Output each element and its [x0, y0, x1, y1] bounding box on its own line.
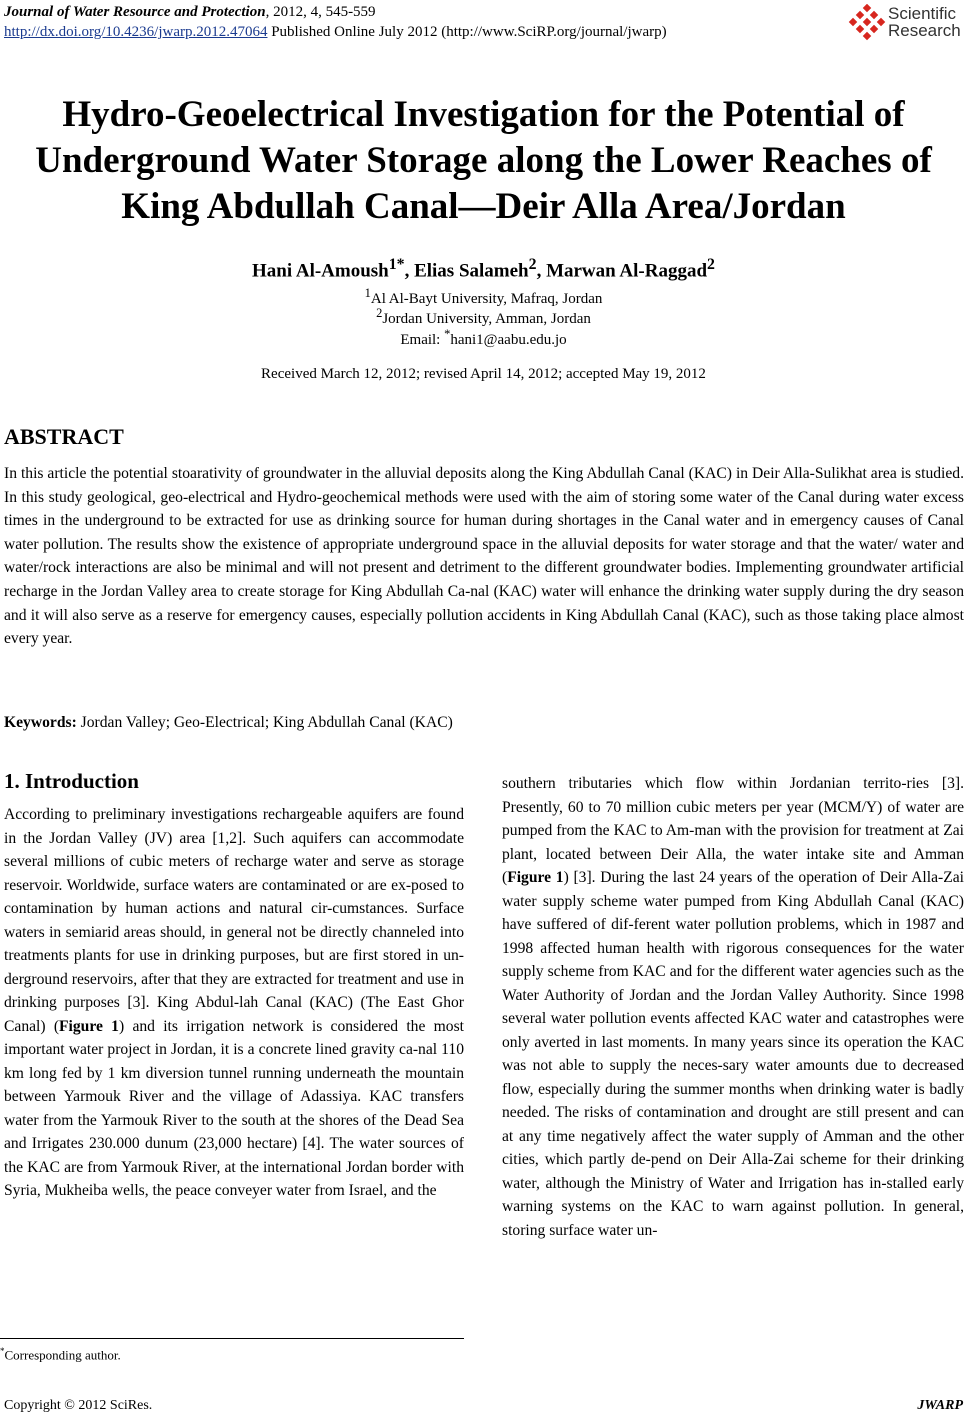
- publisher-logo-icon: [848, 4, 886, 42]
- figure-reference[interactable]: Figure 1: [507, 869, 564, 886]
- keywords-text: Jordan Valley; Geo-Electrical; King Abdullah Canal (KAC): [76, 714, 453, 731]
- affiliation-mark: 1: [364, 286, 371, 300]
- body-text: ) and its irrigation network is considered the most important water project in Jordan, it is a concrete lined gravity ca-nal 110 km long fed by 1 km diversion tunnel running underneath the mountain between Yarmouk River and the village of Adassiya. KAC transfers water from the Yarmouk River to the south at the shores of the Dead Sea and Irrigates 230.000 dunum (23,000 hectare) [4]. The water sources of the KAC are from Yarmouk River, at the international Jordan border with Syria, Mukheiba wells, the peace conveyer water from Israel, and the: [4, 1017, 464, 1199]
- received-dates: Received March 12, 2012; revised April 14, 2012; accepted May 19, 2012: [261, 366, 706, 382]
- keywords: [4, 714, 453, 732]
- author-affiliation-mark: 2: [528, 256, 537, 273]
- journal-volume: , 2012, 4, 545-559: [265, 4, 376, 20]
- author-name: Hani Al-Amoush: [252, 260, 389, 282]
- journal-abbreviation: JWARP: [917, 1398, 963, 1413]
- title-line: Hydro-Geoelectrical Investigation for the Potential of: [62, 94, 905, 135]
- email-line: [0, 324, 967, 350]
- footnote-divider: [0, 1338, 464, 1339]
- title-line: Underground Water Storage along the Lower Reaches of: [35, 140, 932, 181]
- publication-info: Published Online July 2012 (http://www.SciRP.org/journal/jwarp): [271, 24, 667, 40]
- journal-name: Journal of Water Resource and Protection: [4, 4, 266, 20]
- author-affiliation-mark: 2: [707, 256, 715, 273]
- abstract-heading: ABSTRACT: [4, 424, 124, 449]
- author-affiliation-mark: 1*: [388, 256, 405, 273]
- affiliation-mark: 2: [376, 306, 383, 320]
- abstract-text: In this article the potential stoarativity of groundwater in the alluvial deposits along the King Abdullah Canal (KAC) in Deir Alla-Sulikhat area is studied. In this study geological, geo-electrical and Hydro-geochemical methods were used with the aim of storing some water of the Canal during water excess times in the underground to be extracted for use as drinking source for human during shortages in the Canal water and in emergency causes of Canal water pollution. The results show the existence of appropriate underground space in the alluvial deposits for water storage and that the water/ water and water/rock interactions are also be minimal and will not present and detriment to the different groundwater bodies. Implementing groundwater artificial recharge in the Jordan Valley area to create storage for King Abdullah Ca-nal (KAC) water will enhance the drinking water supply during the dry season and it will also serve as a reserve for emergency causes, especially pollution accidents in King Abdullah Canal (KAC), such as those taking place almost every year.: [4, 465, 964, 648]
- copyright: Copyright © 2012 SciRes.: [4, 1398, 153, 1413]
- body-text: ) [3]. During the last 24 years of the operation of Deir Alla-Zai water supply scheme water pumped from King Abdullah Canal (KAC) have suffered of dif-ferent water pollution problems, which in 1987 and 1998 affected human health with rigorous consequences for the water supply scheme from KAC and for the different water agencies such as the Water Authority of Jordan and the Jordan Valley Authority. Since 1998 several water pollution events affected KAC water and catastrophes were only averted in last moments. In many years since its operation the KAC was not able to supply the neces-sary water amounts due to decreased flow, especially during the summer months when drinking water is badly needed. The risks of contamination and drought are still present and can at any time negatively affect the water supply of Amman and the other cities, which partly de-pend on Deir Alla-Zai scheme for their drinking water, although the Ministry of Water and Irrigation has in-stalled early warning systems on the KAC to warn against pollution. In general, storing surface water un-: [502, 869, 964, 1239]
- affiliation-text: Al Al-Bayt University, Mafraq, Jordan: [370, 291, 603, 307]
- doi-link[interactable]: http://dx.doi.org/10.4236/jwarp.2012.47064: [4, 24, 268, 40]
- running-header: [4, 2, 667, 42]
- paper-title: [0, 92, 967, 230]
- body-text: According to preliminary investigations rechargeable aquifers are found in the Jordan Valley (JV) area [1,2]. Such aquifers can accommodate several millions of cubic meters of recharge water and serve as storage reservoir. Worldwide, surface waters are contaminated or are ex-posed to contamination by human actions and natural cir-cumstances. Surface waters in semiarid areas should, in general not be directly channeled into treatments plants for use in drinking purposes, but are first stored in un-derground reservoirs, after that they are extracted for treatment and use in drinking purposes [3]. King Abdul-lah Canal (KAC) (The East Ghor Canal) (: [4, 806, 464, 1035]
- email-address: hani1@aabu.edu.jo: [450, 332, 567, 348]
- keywords-label: Keywords:: [4, 714, 77, 731]
- logo-text-scientific: Scientific: [888, 4, 957, 23]
- body-column-right: [502, 772, 964, 1242]
- title-line: King Abdullah Canal—Deir Alla Area/Jordan: [121, 186, 846, 227]
- author-name: , Elias Salameh: [404, 260, 529, 282]
- email-label: Email:: [400, 332, 445, 348]
- author-list: [0, 256, 967, 282]
- footnote-text: Corresponding author.: [4, 1347, 121, 1363]
- author-name: , Marwan Al-Raggad: [536, 260, 708, 282]
- section-heading: 1. Introduction: [4, 769, 139, 793]
- footnote: [0, 1346, 121, 1363]
- footnote-mark: *: [0, 1346, 5, 1356]
- logo-text-research: Research: [888, 21, 961, 40]
- figure-reference[interactable]: Figure 1: [59, 1017, 119, 1035]
- scientific-research-logo: [848, 2, 966, 42]
- email-mark: *: [444, 327, 451, 341]
- affiliation-text: Jordan University, Amman, Jordan: [382, 311, 591, 327]
- body-column-left: [4, 803, 464, 1203]
- body-text: southern tributaries which flow within Jordanian territo-ries [3]. Presently, 60 to 70 million cubic meters per year (MCM/Y) of water are pumped from the KAC to Am-man with the provision for treatment at Zai plant, located between Deir Alla, the water intake site and Amman (: [502, 775, 964, 886]
